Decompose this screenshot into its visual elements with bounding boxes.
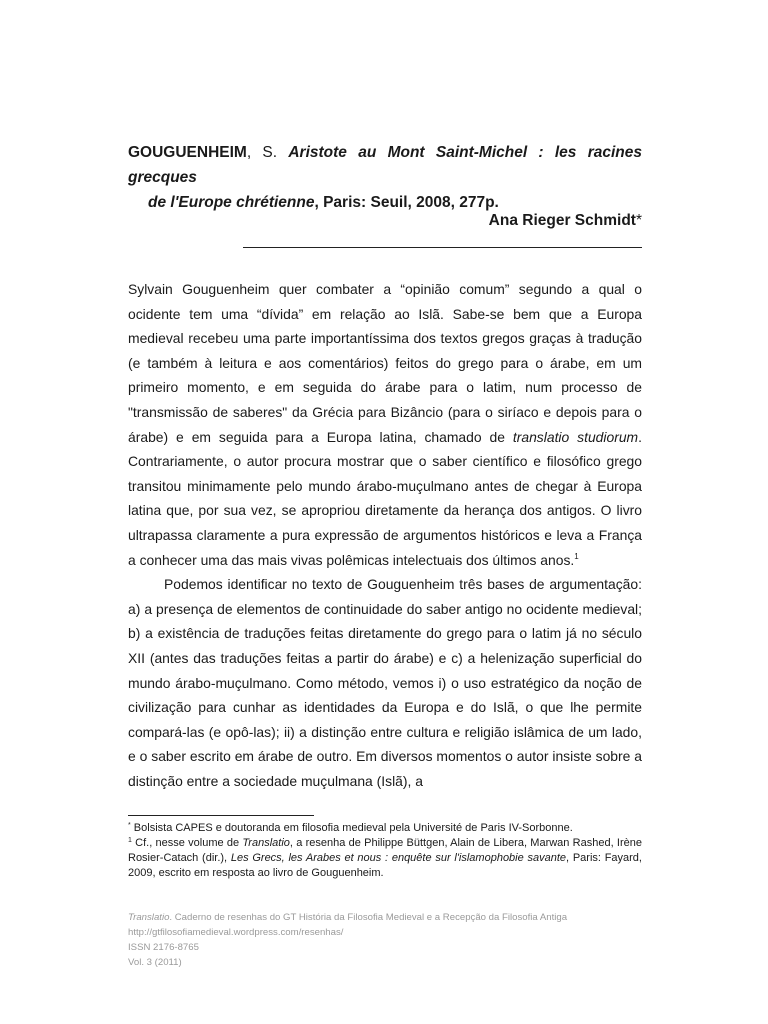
- citation-initial: , S.: [246, 144, 289, 161]
- footnote-ref-1[interactable]: 1: [574, 551, 579, 561]
- paragraph-2: Podemos identificar no texto de Gouguenheim três bases de argumentação: a) a presença de elementos de continuidade do saber antigo no ocidente medieval; b) a existência de traduções feitas diretamente do grego para o latim já no século XII (antes das traduções feitas a partir do árabe) e c) a helenização superficial do mundo árabo-muçulmano. Como método, vemos i) o uso estratégico da noção de civilização para cunhar as identidades da Europa e do Islã, o que lhe permite compará-las (e opô-las); ii) a distinção entre cultura e religião islâmica de um lado, e o saber escrito em árabe de outro. Em diversos momentos o autor insiste sobre a distinção entre a sociedade muçulmana (Islã), a: [128, 576, 642, 789]
- paragraph-1: [128, 277, 642, 572]
- footnote-1: [128, 836, 642, 881]
- footnote-1-text-b: , a resenha de Philippe Büttgen, Alain de Libera, Marwan Rashed, Irène Rosier-Catach (dir.),: [128, 837, 642, 864]
- footnotes: [128, 821, 642, 881]
- review-author-marker: *: [635, 212, 642, 229]
- paragraph-1-text-b: . Contrariamente, o autor procura mostrar que o saber científico e filosófico grego transitou minimamente pelo mundo árabo-muçulmano antes de chegar à Europa latina que, por sua vez, se apropriou diretamente da herança dos antigos. O livro ultrapassa claramente a pura expressão de argumentos históricos e leva a França a conhecer uma das mais vivas polêmicas intelectuais dos últimos anos.: [128, 428, 642, 568]
- footnote-star-mark: *: [128, 822, 131, 829]
- footnote-divider: [128, 815, 314, 816]
- book-citation: [128, 140, 642, 215]
- citation-title-part1: Aristote au Mont Saint-Michel : les racines grecques: [128, 144, 642, 186]
- citation-author: GOUGUENHEIM: [128, 144, 247, 161]
- review-body: [128, 277, 642, 793]
- paragraph-1-italic: translatio studiorum: [512, 428, 639, 445]
- review-author: [489, 212, 642, 230]
- footnote-1-text-a: Cf., nesse volume de: [131, 837, 243, 849]
- footer-issn: ISSN 2176-8765: [128, 942, 199, 953]
- footnote-star-text: Bolsista CAPES e doutoranda em filosofia medieval pela Université de Paris IV-Sorbonne.: [130, 822, 573, 834]
- footnote-1-italic-2: Les Grecs, les Arabes et nous : enquête sur l'islamophobie savante: [230, 852, 567, 864]
- citation-publication: , Paris: Seuil, 2008, 277p.: [314, 194, 499, 211]
- footnote-1-italic-1: Translatio: [242, 837, 290, 849]
- footer-journal-line: [128, 910, 648, 925]
- footnote-star: [128, 821, 642, 836]
- paragraph-1-text-a: Sylvain Gouguenheim quer combater a “opinião comum” segundo a qual o ocidente tem uma “dívida” em relação ao Islã. Sabe-se bem que a Europa medieval recebeu uma parte importantíssima dos textos gregos graças à tradução (e também à leitura e aos comentários) feitos do grego para o árabe, em um primeiro momento, e em seguida do árabe para o latim, num processo de "transmissão de saberes" da Grécia para Bizâncio (para o siríaco e depois para o árabe) e em seguida para a Europa latina, chamado de: [128, 281, 642, 445]
- footnote-1-mark: 1: [128, 837, 132, 844]
- footnote-1-text-c: , Paris: Fayard, 2009, escrito em resposta ao livro de Gouguenheim.: [128, 852, 642, 879]
- header-divider: [243, 247, 642, 248]
- journal-footer: [128, 910, 648, 970]
- footer-url[interactable]: http://gtfilosofiamedieval.wordpress.com/resenhas/: [128, 927, 344, 938]
- footer-journal-rest: . Caderno de resenhas do GT História da Filosofia Medieval e a Recepção da Filosofia Antiga: [169, 912, 568, 923]
- footer-journal-italic: Translatio: [128, 912, 170, 923]
- footer-volume: Vol. 3 (2011): [128, 957, 182, 968]
- citation-title-part2: de l'Europe chrétienne: [148, 194, 315, 211]
- review-author-name: Ana Rieger Schmidt: [488, 212, 636, 229]
